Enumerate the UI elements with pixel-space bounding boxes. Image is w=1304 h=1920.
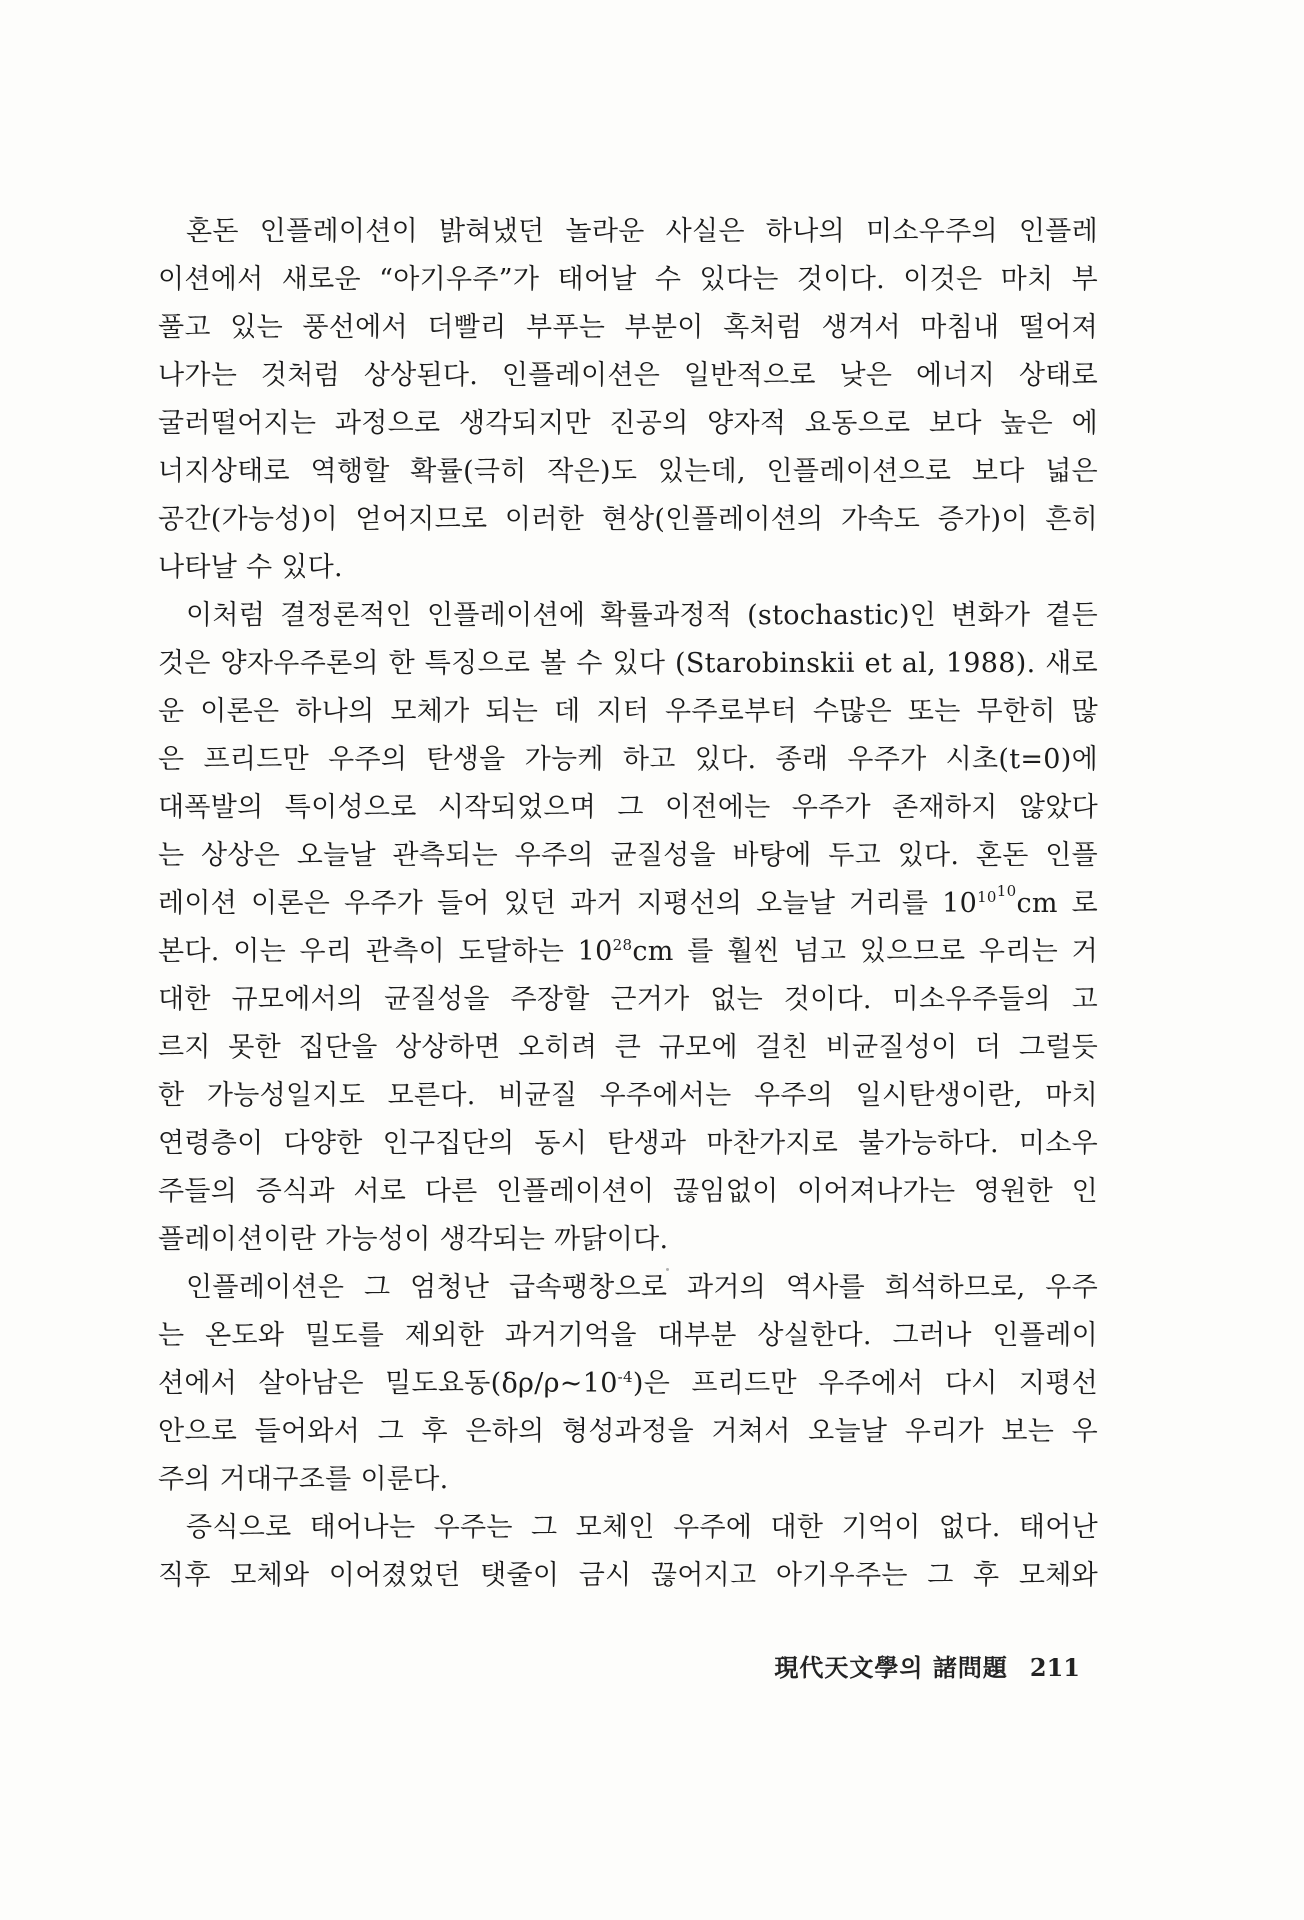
- text-line: 주들의 증식과 서로 다른 인플레이션이 끊임없이 이어져나가는 영원한 인: [158, 1176, 1098, 1207]
- line-prefix: 본다. 이는 우리 관측이 도달하는 10: [158, 936, 613, 967]
- exponent-base: 10: [977, 888, 997, 906]
- text-line: 이션에서 새로운 “아기우주”가 태어날 수 있다는 것이다. 이것은 마치 부: [158, 264, 1098, 295]
- text-line: 안으로 들어와서 그 후 은하의 형성과정을 거쳐서 오늘날 우리가 보는 우: [158, 1416, 1098, 1447]
- text-line: 한 가능성일지도 모른다. 비균질 우주에서는 우주의 일시탄생이란, 마치: [158, 1080, 1098, 1111]
- line-suffix: cm 로: [1016, 888, 1098, 919]
- text-line: 주의 거대구조를 이룬다.: [158, 1464, 449, 1495]
- text-line-observation: [158, 928, 1098, 976]
- text-line: 직후 모체와 이어졌었던 탯줄이 금시 끊어지고 아기우주는 그 후 모체와: [158, 1560, 1098, 1591]
- body-text: [158, 208, 1098, 1600]
- text-line: 혼돈 인플레이션이 밝혀냈던 놀라운 사실은 하나의 미소우주의 인플레: [186, 216, 1098, 247]
- text-line: 은 프리드만 우주의 탄생을 가능케 하고 있다. 종래 우주가 시초(t=0)에: [158, 744, 1098, 775]
- line-suffix: cm 를 훨씬 넘고 있으므로 우리는 거: [632, 936, 1098, 967]
- paragraph-4: [158, 1504, 1098, 1600]
- text-line: 는 상상은 오늘날 관측되는 우주의 균질성을 바탕에 두고 있다. 혼돈 인플: [158, 840, 1098, 871]
- page-number: 211: [1029, 1653, 1080, 1682]
- text-line: 것은 양자우주론의 한 특징으로 볼 수 있다 (Starobinskii et al, 1988). 새로: [158, 648, 1098, 679]
- line-suffix: )은 프리드만 우주에서 다시 지평선: [632, 1368, 1098, 1399]
- text-line: 나타날 수 있다.: [158, 552, 343, 583]
- running-title: 現代天文學의 諸問題: [774, 1653, 1008, 1682]
- line-prefix: 레이션 이론은 우주가 들어 있던 과거 지평선의 오늘날 거리를 10: [158, 888, 978, 919]
- text-line: 플레이션이란 가능성이 생각되는 까닭이다.: [158, 1224, 669, 1255]
- paragraph-1: [158, 208, 1098, 592]
- text-line: 굴러떨어지는 과정으로 생각되지만 진공의 양자적 요동으로 보다 높은 에: [158, 408, 1098, 439]
- exponent: [977, 882, 1017, 906]
- text-line: 나가는 것처럼 상상된다. 인플레이션은 일반적으로 낮은 에너지 상태로: [158, 360, 1098, 391]
- text-line-density: [158, 1360, 1098, 1408]
- text-line: 이처럼 결정론적인 인플레이션에 확률과정적 (stochastic)인 변화가 곁든: [186, 600, 1098, 631]
- text-line-horizon: [158, 880, 1098, 928]
- text-line: 공간(가능성)이 얻어지므로 이러한 현상(인플레이션의 가속도 증가)이 흔히: [158, 504, 1098, 535]
- paragraph-2: [158, 592, 1098, 1264]
- text-line: 인플레이션은 그 엄청난 급속팽창으로 과거의 역사를 희석하므로, 우주: [186, 1272, 1098, 1303]
- text-line: 연령층이 다양한 인구집단의 동시 탄생과 마찬가지로 불가능하다. 미소우: [158, 1128, 1098, 1159]
- page-footer: [740, 1648, 1080, 1688]
- text-line: 대폭발의 특이성으로 시작되었으며 그 이전에는 우주가 존재하지 않았다: [158, 792, 1098, 823]
- text-line: 운 이론은 하나의 모체가 되는 데 지터 우주로부터 수많은 또는 무한히 많: [158, 696, 1098, 727]
- text-line: 풀고 있는 풍선에서 더빨리 부푸는 부분이 혹처럼 생겨서 마침내 떨어져: [158, 312, 1098, 343]
- exponent-nested: 10: [996, 882, 1017, 900]
- exponent: 28: [612, 936, 633, 954]
- text-line: 는 온도와 밀도를 제외한 과거기억을 대부분 상실한다. 그러나 인플레이: [158, 1320, 1098, 1351]
- line-prefix: 션에서 살아남은 밀도요동(δρ/ρ~10: [158, 1368, 618, 1399]
- text-line: 대한 규모에서의 균질성을 주장할 근거가 없는 것이다. 미소우주들의 고: [158, 984, 1098, 1015]
- text-line: 너지상태로 역행할 확률(극히 작은)도 있는데, 인플레이션으로 보다 넓은: [158, 456, 1098, 487]
- exponent: -4: [617, 1368, 633, 1386]
- text-line: 르지 못한 집단을 상상하면 오히려 큰 규모에 걸친 비균질성이 더 그럴듯: [158, 1032, 1098, 1063]
- scan-speck: [666, 1268, 669, 1271]
- paragraph-3: [158, 1264, 1098, 1504]
- text-line: 증식으로 태어나는 우주는 그 모체인 우주에 대한 기억이 없다. 태어난: [186, 1512, 1098, 1543]
